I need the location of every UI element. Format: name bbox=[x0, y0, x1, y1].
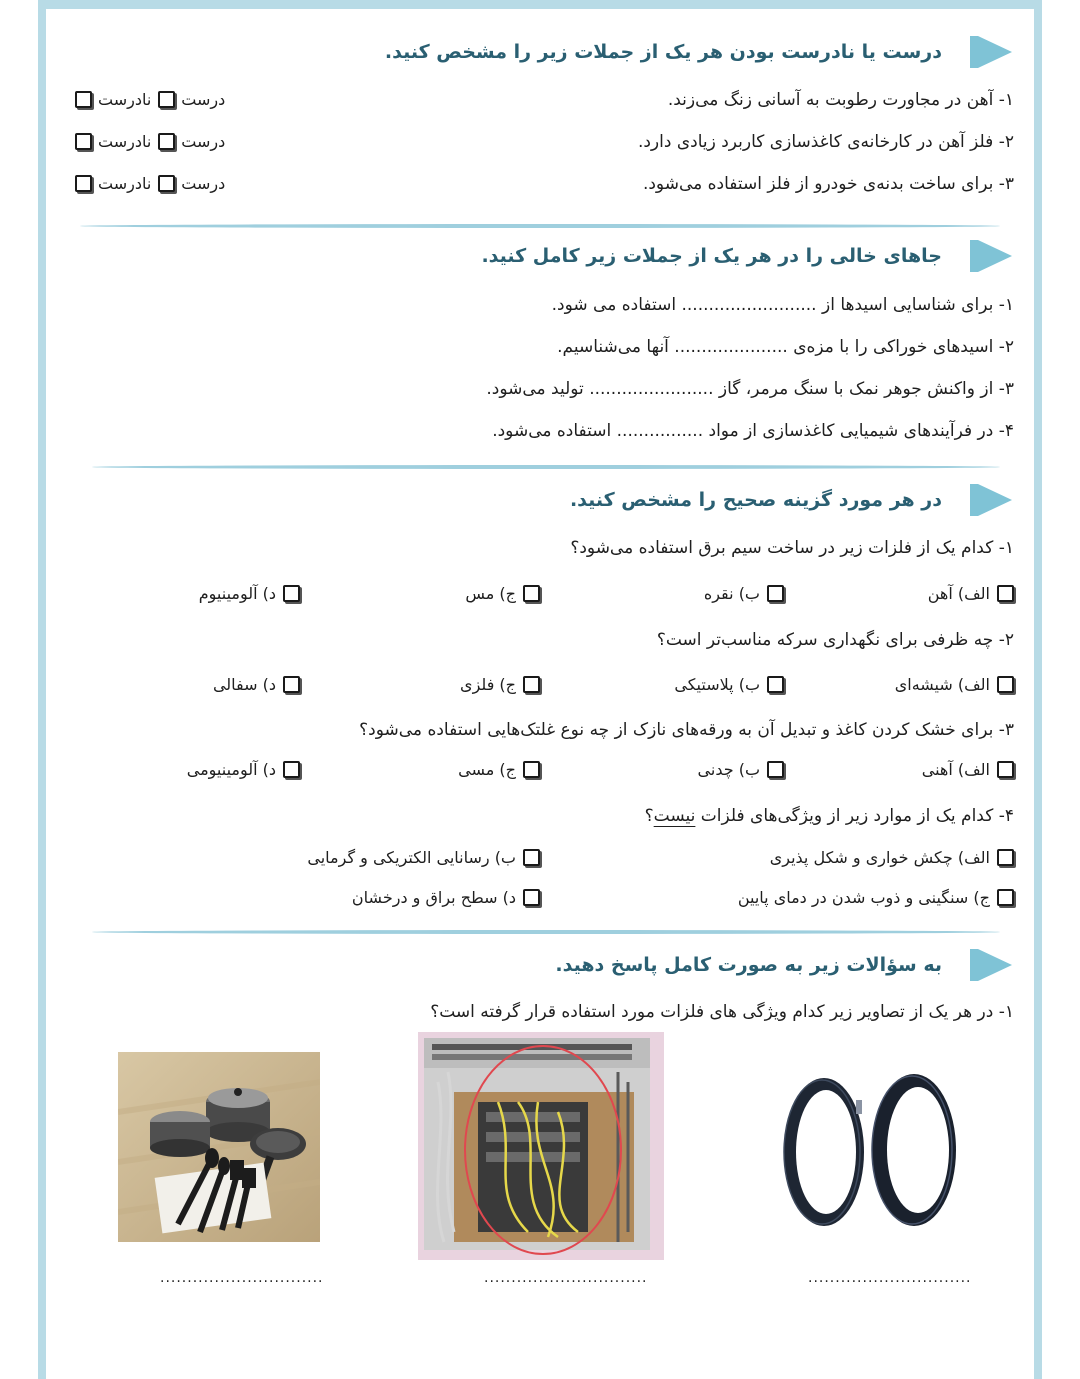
section-multiple-choice-heading bbox=[570, 480, 1012, 520]
mc-question-2: ۲- چه ظرفی برای نگهداری سرکه مناسب‌تر است؟ bbox=[656, 630, 1014, 650]
tf-choice-1 bbox=[68, 90, 225, 109]
section-full-answer-heading bbox=[555, 945, 1012, 985]
tf-choice-3 bbox=[68, 174, 225, 193]
option-checkbox[interactable] bbox=[767, 761, 784, 778]
mc-option[interactable]: الف) شیشه‌ای bbox=[895, 675, 1014, 694]
tf-choice-2 bbox=[68, 132, 225, 151]
mc-option[interactable]: ب) پلاستیکی bbox=[674, 675, 784, 694]
metal-strap-rings-image bbox=[768, 1060, 968, 1236]
option-checkbox[interactable] bbox=[997, 676, 1014, 693]
fill-blank-3: ۳- از واکنش جوهر نمک با سنگ مرمر، گاز ....................... تولید می‌شود. bbox=[486, 379, 1014, 399]
mc-option[interactable]: ج) مسی bbox=[458, 760, 540, 779]
mc-option[interactable]: ج) سنگینی و ذوب شدن در دمای پایین bbox=[738, 888, 1014, 907]
tf-statement-1: ۱- آهن در مجاورت رطوبت به آسانی زنگ می‌زند. bbox=[667, 90, 1014, 110]
mc-option[interactable]: د) آلومینیوم bbox=[199, 584, 300, 603]
option-checkbox[interactable] bbox=[997, 585, 1014, 602]
fill-blank-2: ۲- اسیدهای خوراکی را با مزه‌ی ..................... آنها می‌شناسیم. bbox=[557, 337, 1014, 357]
section-title: جاهای خالی را در هر یک از جملات زیر کامل کنید. bbox=[481, 245, 942, 267]
section-title: درست یا نادرست بودن هر یک از جملات زیر را مشخص کنید. bbox=[384, 41, 942, 63]
section-divider bbox=[92, 465, 1000, 469]
page-frame-left bbox=[38, 0, 46, 1379]
fill-blank-4: ۴- در فرآیندهای شیمیایی کاغذسازی از مواد ................ استفاده می‌شود. bbox=[492, 421, 1014, 441]
option-checkbox[interactable] bbox=[523, 849, 540, 866]
option-checkbox[interactable] bbox=[283, 585, 300, 602]
mc-option[interactable]: د) آلومینیومی bbox=[187, 760, 300, 779]
tf-statement-3: ۳- برای ساخت بدنه‌ی خودرو از فلز استفاده می‌شود. bbox=[642, 174, 1014, 194]
section-fill-blank-heading bbox=[481, 236, 1012, 276]
true-label: درست bbox=[181, 132, 226, 151]
section-title: در هر مورد گزینه صحیح را مشخص کنید. bbox=[569, 489, 942, 511]
mc-option[interactable]: الف) آهنی bbox=[922, 760, 1014, 779]
option-checkbox[interactable] bbox=[283, 761, 300, 778]
mc-option[interactable]: ب) رسانایی الکتریکی و گرمایی bbox=[307, 848, 540, 867]
cookware-image bbox=[118, 1052, 320, 1242]
mc-question-1: ۱- کدام یک از فلزات زیر در ساخت سیم برق استفاده می‌شود؟ bbox=[570, 538, 1014, 558]
false-checkbox[interactable] bbox=[75, 91, 92, 108]
fill-blank-1: ۱- برای شناسایی اسیدها از ......................... استفاده می شود. bbox=[551, 295, 1014, 315]
true-label: درست bbox=[181, 90, 226, 109]
true-checkbox[interactable] bbox=[158, 91, 175, 108]
answer-blank[interactable]: .............................. bbox=[160, 1270, 324, 1286]
mc-option[interactable]: د) سفالی bbox=[213, 675, 300, 694]
page-frame-right bbox=[1034, 0, 1042, 1379]
option-checkbox[interactable] bbox=[523, 585, 540, 602]
option-checkbox[interactable] bbox=[523, 889, 540, 906]
mc-question-4: ۴- کدام یک از موارد زیر از ویژگی‌های فلزات نیست؟ bbox=[644, 806, 1014, 826]
tf-statement-2: ۲- فلز آهن در کارخانه‌ی کاغذسازی کاربرد زیادی دارد. bbox=[637, 132, 1014, 152]
section-arrow-icon bbox=[968, 36, 1012, 68]
option-checkbox[interactable] bbox=[523, 761, 540, 778]
option-checkbox[interactable] bbox=[997, 761, 1014, 778]
section-true-false-heading bbox=[385, 32, 1012, 72]
electrical-wiring-image bbox=[418, 1032, 664, 1260]
option-checkbox[interactable] bbox=[523, 676, 540, 693]
option-checkbox[interactable] bbox=[283, 676, 300, 693]
mc-option[interactable]: ب) نقره bbox=[704, 584, 784, 603]
false-checkbox[interactable] bbox=[75, 133, 92, 150]
page-frame-top bbox=[38, 0, 1042, 9]
answer-blank[interactable]: .............................. bbox=[808, 1270, 972, 1286]
mc-option[interactable]: ج) فلزی bbox=[460, 675, 540, 694]
option-checkbox[interactable] bbox=[997, 889, 1014, 906]
mc-option[interactable]: ج) مس bbox=[465, 584, 540, 603]
false-label: نادرست bbox=[98, 132, 152, 151]
section-arrow-icon bbox=[968, 240, 1012, 272]
answer-blank[interactable]: .............................. bbox=[484, 1270, 648, 1286]
true-checkbox[interactable] bbox=[158, 175, 175, 192]
section-divider bbox=[92, 930, 1000, 934]
option-checkbox[interactable] bbox=[767, 585, 784, 602]
section-title: به سؤالات زیر به صورت کامل پاسخ دهید. bbox=[555, 954, 942, 976]
option-checkbox[interactable] bbox=[767, 676, 784, 693]
false-label: نادرست bbox=[98, 174, 152, 193]
false-checkbox[interactable] bbox=[75, 175, 92, 192]
mc-option[interactable]: الف) آهن bbox=[928, 584, 1014, 603]
true-label: درست bbox=[181, 174, 226, 193]
section-arrow-icon bbox=[968, 484, 1012, 516]
underlined-word: نیست bbox=[653, 806, 696, 826]
option-checkbox[interactable] bbox=[997, 849, 1014, 866]
mc-option[interactable]: الف) چکش خواری و شکل پذیری bbox=[770, 848, 1014, 867]
false-label: نادرست bbox=[98, 90, 152, 109]
section-divider bbox=[80, 224, 1000, 228]
true-checkbox[interactable] bbox=[158, 133, 175, 150]
mc-option[interactable]: ب) چدنی bbox=[698, 760, 784, 779]
mc-option[interactable]: د) سطح براق و درخشان bbox=[352, 888, 540, 907]
mc-question-3: ۳- برای خشک کردن کاغذ و تبدیل آن به ورقه‌های نازک از چه نوع غلتک‌هایی استفاده می‌شود؟ bbox=[359, 720, 1014, 740]
answer-question-1: ۱- در هر یک از تصاویر زیر کدام ویژگی های فلزات مورد استفاده قرار گرفته است؟ bbox=[430, 1002, 1014, 1022]
section-arrow-icon bbox=[968, 949, 1012, 981]
